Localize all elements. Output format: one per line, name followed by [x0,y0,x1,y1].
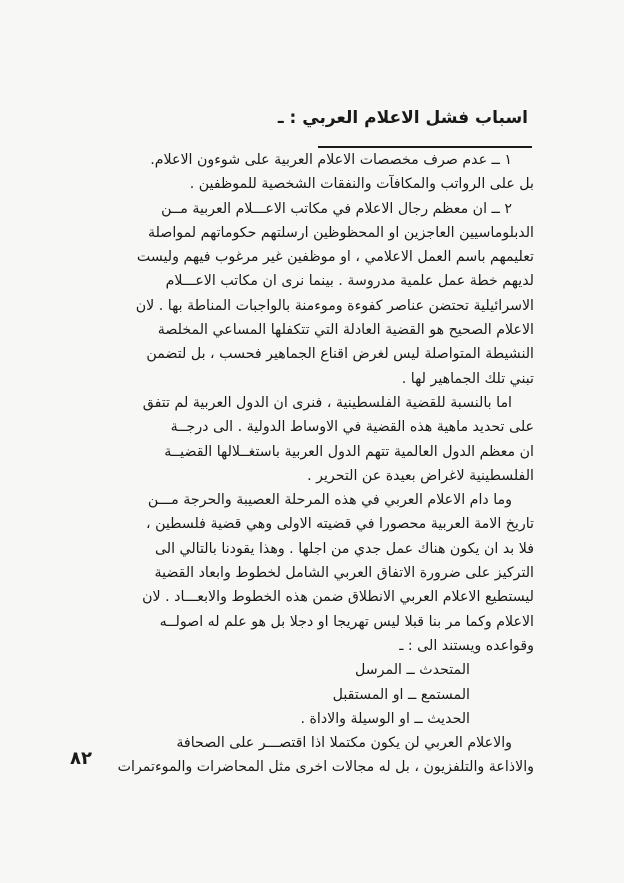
page-number: ٨٢ [70,748,92,769]
text-line: ليستطيع الاعلام العربي الانطلاق ضمن هذه الخطوط والابعـــاد . لان [142,589,534,606]
text-line: والاعلام العربي لن يكون مكتملا اذا اقتصـــر على الصحافة [176,735,512,752]
list-item: المتحدث ــ المرسل [355,662,470,679]
text-line: وما دام الاعلام العربي في هذه المرحلة العصيبة والحرجة مـــن [147,492,512,509]
text-line: الاعلام الصحيح هو القضية العادلة التي تتكفلها المساعي المخلصة [157,322,534,339]
body-text [70,148,534,780]
list-item: المستمع ــ او المستقبل [332,686,470,703]
list-item: الحديث ــ او الوسيلة والاداة . [300,710,470,727]
section-heading: اسباب فشل الاعلام العربي : ـ [277,108,528,128]
text-line: الفلسطينية لاغراض بعيدة عن التحرير . [307,467,534,484]
text-line: تاريخ الامة العربية محصورا في قضيته الاولى وهي قضية فلسطين ، [146,516,534,533]
text-line: ٢ ــ ان معظم رجال الاعلام في مكاتب الاعـــلام العربية مــن [161,200,512,217]
text-line: والاذاعة والتلفزيون ، بل له مجالات اخرى مثل المحاضرات والموءتمرات [117,759,534,776]
text-line: اما بالنسبة للقضية الفلسطينية ، فنرى ان الدول العربية لم تتفق [142,394,512,411]
text-line: وقواعده ويستند الى : ـ [399,637,534,654]
text-line: بل على الرواتب والمكافآت والنفقات الشخصية للموظفين . [189,176,534,193]
text-line: تعليمهم باسم العمل الاعلامي ، او موظفين غير مرغوب فيهم وليست [136,249,534,266]
text-line: ١ ــ عدم صرف مخصصات الاعلام العربية على شوءون الاعلام. [150,152,512,168]
text-line: الدبلوماسيين العاجزين او المحظوظين ارسلتهم حكوماتهم لمواصلة [147,224,534,241]
text-line: التركيز على ضرورة الاتفاق العربي الشامل لخطوط وابعاد القضية [154,565,534,582]
text-line: لديهم خطة عمل علمية مدروسة . بينما نرى ان مكاتب الاعـــلام [165,273,534,290]
text-line: فلا بد ان يكون هناك عمل جدي من اجلها . وهذا يقودنا بالتالي الى [154,540,534,557]
text-line: على تحديد ماهية هذه القضية في الاوساط الدولية . الى درجــة [170,419,534,436]
text-line: النشيطة المتواصلة ليس لغرض اقناع الجماهير فحسب ، بل لتضمن [146,346,534,363]
text-line: تبني تلك الجماهير لها . [401,370,534,387]
text-line: الاسرائيلية تحتضن عناصر كفوءة وموءمنة بالواجبات المناطة بها . لان [135,297,534,314]
text-line: ان معظم الدول العالمية تتهم الدول العربية باستغــلالها القضيــة [164,443,534,460]
text-line: الاعلام وكما مر بنا قبلا ليس تهريجا او دجلا بل هو علم له اصولــه [159,613,534,630]
